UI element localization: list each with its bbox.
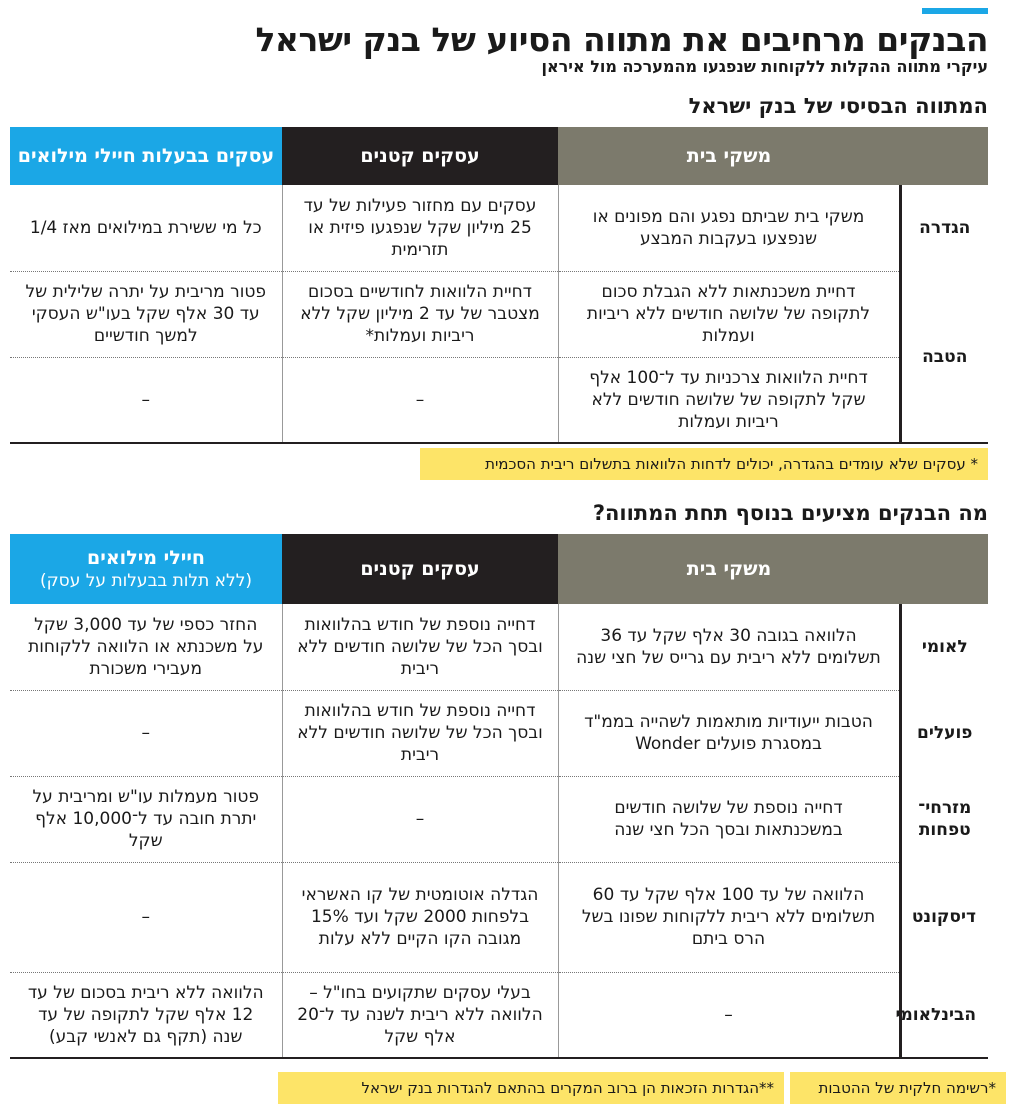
- col-header-reservist-business: עסקים בבעלות חיילי מילואים: [10, 127, 282, 185]
- footnote-partial-list: *רשימה חלקית של ההטבות: [790, 1072, 1006, 1104]
- footnote-eligibility: **הגדרות הזכאות הן ברוב המקרים בהתאם להגדרות בנק ישראל: [278, 1072, 784, 1104]
- table-cell: דחייה נוספת של חודש בהלוואות ובסך הכל של שלושה חודשים ללא ריבית: [282, 690, 558, 776]
- col-header-households: משקי בית: [558, 127, 900, 185]
- table-cell: –: [558, 972, 900, 1058]
- page-title: הבנקים מרחיבים את מתווה הסיוע של בנק ישראל: [255, 20, 988, 59]
- table-cell: –: [282, 776, 558, 862]
- table-cell: הטבות ייעודיות מותאמות לשהייה בממ"ד במסגרת פועלים Wonder: [558, 690, 900, 776]
- table-cell: דחיית הלוואות צרכניות עד ל־100 אלף שקל לתקופה של שלושה חודשים ללא ריביות ועמלות: [558, 357, 900, 443]
- section1-heading: המתווה הבסיסי של בנק ישראל: [688, 94, 988, 118]
- table-cell: החזר כספי של עד 3,000 שקל על משכנתא או הלוואה ללקוחות מעבירי משכורת: [10, 604, 282, 690]
- footnote-non-qualifying: * עסקים שלא עומדים בהגדרה, יכולים לדחות הלוואות בתשלום ריבית הסכמית: [420, 448, 988, 480]
- row-label-bank: מזרחי־ טפחות: [900, 776, 988, 862]
- table-cell: כל מי ששירת במילואים מאז 1/4: [10, 185, 282, 271]
- table-cell: הלוואה בגובה 30 אלף שקל עד 36 תשלומים ללא ריבית עם גרייס של חצי שנה: [558, 604, 900, 690]
- table-row: [10, 357, 988, 443]
- col-header-small-business: עסקים קטנים: [282, 534, 558, 604]
- table-cell: דחייה נוספת של שלושה חודשים במשכנתאות ובסך הכל חצי שנה: [558, 776, 900, 862]
- table-cell: משקי בית שביתם נפגע והם מפונים או שנפצעו בעקבות המבצע: [558, 185, 900, 271]
- accent-bar: [922, 8, 988, 14]
- row-label-bank: הבינלאומי: [900, 972, 988, 1058]
- table-row: [10, 690, 988, 776]
- col-header-reservists: [10, 534, 282, 604]
- table-cell: בעלי עסקים שתקועים בחו"ל – הלוואה ללא ריבית לשנה עד ל־20 אלף שקל: [282, 972, 558, 1058]
- row-label: הגדרה: [900, 185, 988, 271]
- col-header-households: משקי בית: [558, 534, 900, 604]
- table-cell: הלוואה ללא ריבית בסכום של עד 12 אלף שקל לתקופה של עד שנה (תקף גם לאנשי קבע): [27, 982, 264, 1047]
- table-row: [10, 972, 988, 1058]
- col-header-reservists-sub: (ללא תלות בבעלות על עסק): [39, 571, 252, 591]
- row-label-bank: פועלים: [900, 690, 988, 776]
- section2-heading: מה הבנקים מציעים בנוסף תחת המתווה?: [592, 501, 988, 525]
- table-cell: הגדלה אוטומטית של קו האשראי בלפחות 2000 שקל ועד 15% מגובה הקו הקיים ללא עלות: [282, 862, 558, 972]
- table-row: [10, 604, 988, 690]
- table-row: [10, 862, 988, 972]
- banks-offers-table: [10, 534, 988, 1059]
- table-cell: –: [10, 862, 282, 972]
- table-cell: דחיית הלוואות לחודשיים בסכום מצטבר של עד 2 מיליון שקל ללא ריביות ועמלות*: [282, 271, 558, 357]
- table-corner: [900, 534, 988, 604]
- table-row: [10, 776, 988, 862]
- table-cell: –: [282, 357, 558, 443]
- table-cell: דחיית משכנתאות ללא הגבלת סכום לתקופה של שלושה חודשים ללא ריביות ועמלות: [558, 271, 900, 357]
- row-label: הטבה: [900, 271, 988, 443]
- page-subtitle: עיקרי מתווה ההקלות ללקוחות שנפגעו מהמערכה מול איראן: [541, 57, 988, 76]
- table-row: [10, 185, 988, 271]
- row-label-bank: דיסקונט: [900, 862, 988, 972]
- col-header-small-business: עסקים קטנים: [282, 127, 558, 185]
- row-label-bank: לאומי: [900, 604, 988, 690]
- basic-outline-table: [10, 127, 988, 444]
- table-cell: פטור מעמלות עו"ש ומריבית על יתרת חובה עד ל־10,000 אלף שקל: [10, 776, 282, 862]
- table-cell: –: [10, 690, 282, 776]
- table-corner: [900, 127, 988, 185]
- table-cell: פטור מריבית על יתרה שלילית של עד 30 אלף שקל בעו"ש העסקי למשך חודשיים: [10, 271, 282, 357]
- table-row: [10, 271, 988, 357]
- table-cell: –: [141, 389, 150, 410]
- table-cell: עסקים עם מחזור פעילות של עד 25 מיליון שקל שנפגעו פיזית או תזרימית: [282, 185, 558, 271]
- table-cell: דחייה נוספת של חודש בהלוואות ובסך הכל של שלושה חודשים ללא ריבית: [282, 604, 558, 690]
- table-cell: הלוואה של עד 100 אלף שקל עד 60 תשלומים ללא ריבית ללקוחות שפונו בשל הרס ביתם: [558, 862, 900, 972]
- col-header-reservists-title: חיילי מילואים: [87, 547, 205, 569]
